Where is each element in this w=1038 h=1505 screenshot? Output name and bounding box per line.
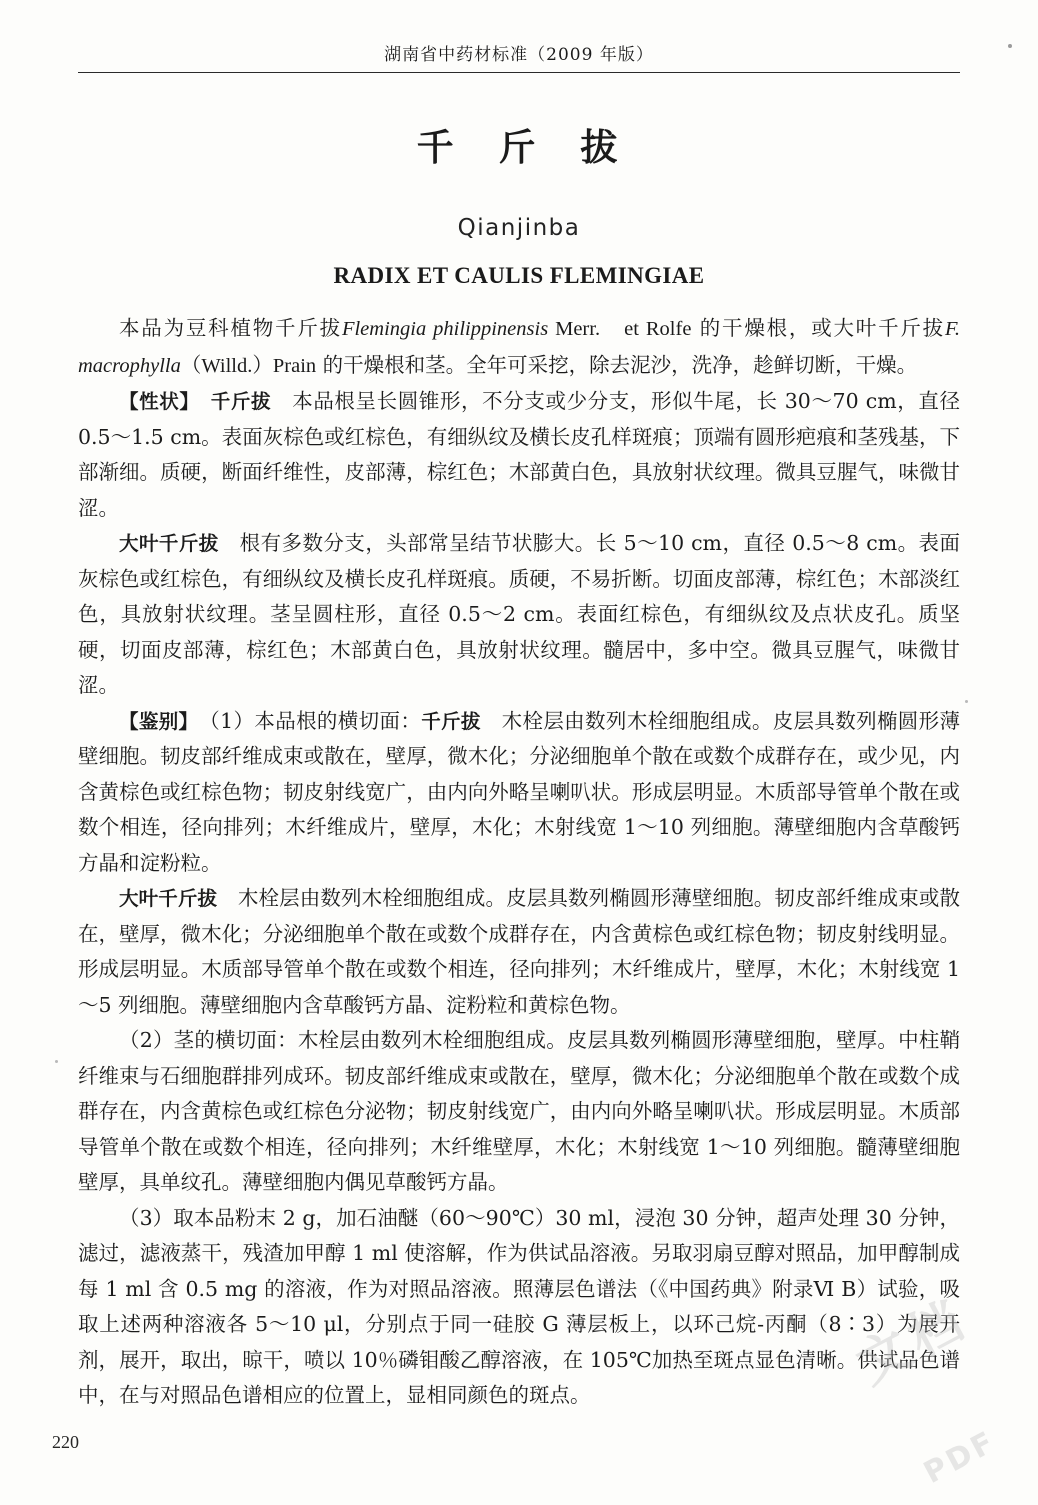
paragraph-xingzhuang-2 xyxy=(78,526,960,704)
running-head: 湖南省中药材标准（2009 年版） xyxy=(384,45,654,65)
section-label-jianbie: 【鉴别】 xyxy=(119,709,189,733)
jianbie-item1b-text: 木栓层由数列木栓细胞组成。皮层具数列椭圆形薄壁细胞。韧皮部纤维成束或散在，壁厚，微木化；分泌细胞单个散在或数个成群存在，内含黄棕色或红棕色物；韧皮射线明显。形成层明显。木质部导管单个散在或数个相连，径向排列；木纤维成片，壁厚，木化；木射线宽 1～5 列细胞。薄壁细胞内含草酸钙方晶、淀粉粒和黄棕色物。 xyxy=(78,886,960,1017)
xingzhuang-text-1: 本品根呈长圆锥形，不分支或少分支，形似牛尾，长 30～70 cm，直径 0.5～1.5 cm。表面灰棕色或红棕色，有细纵纹及横长皮孔样斑痕；顶端有圆形疤痕和茎残基，下部渐细。质硬，断面纤维性，皮部薄，棕红色；木部黄白色，具放射状纹理。微具豆腥气，味微甘涩。 xyxy=(78,389,960,520)
origin-mid-2: 的干燥根，或大叶千斤拔 xyxy=(691,316,945,340)
origin-tail: 的干燥根和茎。全年可采挖，除去泥沙，洗净，趁鲜切断，干燥。 xyxy=(316,352,918,377)
page-title: 千 斤 拔 xyxy=(416,126,634,169)
origin-author-1: Merr. et Rolfe xyxy=(548,318,692,340)
watermark-line-1: 文档 xyxy=(847,1288,978,1397)
body-text xyxy=(78,311,960,1414)
paragraph-xingzhuang-1 xyxy=(78,384,960,526)
paragraph-jianbie-1b xyxy=(78,881,960,1023)
subhead-jianbie-qianjinba: 千斤拔 xyxy=(421,709,481,733)
paragraph-jianbie-2: （2）茎的横切面：木栓层由数列木栓细胞组成。皮层具数列椭圆形薄壁细胞，壁厚。中柱鞘纤维束与石细胞群排列成环。韧皮部纤维成束或散在，壁厚，微木化；分泌细胞单个散在或数个成群存在，内含黄棕色或红棕色分泌物；韧皮射线宽广，由内向外略呈喇叭状。形成层明显。木质部导管单个散在或数个相连，径向排列；木纤维壁厚，木化；木射线宽 1～10 列细胞。髓薄壁细胞壁厚，具单纹孔。薄壁细胞内偶见草酸钙方晶。 xyxy=(78,1028,960,1194)
subhead-jianbie-dayeqianjinba: 大叶千斤拔 xyxy=(119,887,218,910)
jianbie-item1-lead: （1）本品根的横切面： xyxy=(209,708,422,733)
origin-lead: 本品为豆科植物千斤拔 xyxy=(119,316,342,340)
subhead-dayeqianjinba: 大叶千斤拔 xyxy=(119,532,219,555)
origin-species-2: F. macrophylla xyxy=(78,318,960,377)
origin-species-1: Flemingia philippinensis xyxy=(341,318,549,340)
section-label-xingzhuang: 【性状】 xyxy=(119,390,190,413)
latin-name: RADIX ET CAULIS FLEMINGIAE xyxy=(333,263,705,288)
page-number: 220 xyxy=(52,1432,79,1452)
paragraph-jianbie-3: （3）取本品粉末 2 g，加石油醚（60～90℃）30 ml，浸泡 30 分钟，超声处理 30 分钟，滤过，滤液蒸干，残渣加甲醇 1 ml 使溶解，作为供试品溶液。另取羽扇豆醇对照品，加甲醇制成每 1 ml 含 0.5 mg 的溶液，作为对照品溶液。照薄层色谱法（《中国药典》附录Ⅵ B）试验，吸取上述两种溶液各 5～10 μl，分别点于同一硅胶 G 薄层板上，以环己烷-丙酮（8∶3）为展开剂，展开，取出，晾干，喷以 10％磷钼酸乙醇溶液，在 105℃加热至斑点显色清晰。供试品色谱中，在与对照品色谱相应的位置上，显相同颜色的斑点。 xyxy=(78,1205,960,1407)
paragraph-jianbie-1 xyxy=(78,704,960,882)
xingzhuang-text-2: 根有多数分支，头部常呈结节状膨大。长 5～10 cm，直径 0.5～8 cm。表面灰棕色或红棕色，有细纵纹及横长皮孔样斑痕。质硬，不易折断。切面皮部薄，棕红色；木部淡红色，具放射状纹理。茎呈圆柱形，直径 0.5～2 cm。表面红棕色，有细纵纹及点状皮孔。质坚硬，切面皮部薄，棕红色；木部黄白色，具放射状纹理。髓居中，多中空。微具豆腥气，味微甘涩。 xyxy=(78,531,960,697)
paragraph-origin xyxy=(78,311,960,384)
page-content xyxy=(78,40,960,1414)
origin-author-2: （Willd.）Prain xyxy=(180,354,317,377)
scan-speck-2 xyxy=(965,700,968,703)
header-rule xyxy=(78,72,960,73)
scan-speck-1 xyxy=(55,1060,58,1063)
jianbie-item1-text: 木栓层由数列木栓细胞组成。皮层具数列椭圆形薄壁细胞。韧皮部纤维成束或散在，壁厚，微木化；分泌细胞单个散在或数个成群存在，或少见，内含黄棕色或红棕色物；韧皮射线宽广，由内向外略呈喇叭状。形成层明显。木质部导管单个散在或数个相连，径向排列；木纤维成片，壁厚，木化；木射线宽 1～10 列细胞。薄壁细胞内含草酸钙方晶和淀粉粒。 xyxy=(78,708,961,875)
subhead-qianjinba: 千斤拔 xyxy=(210,390,272,413)
page-corner-speck xyxy=(1008,44,1012,48)
pinyin-name: Qianjinba xyxy=(457,215,581,241)
watermark-line-2: PDF xyxy=(917,1424,1002,1491)
